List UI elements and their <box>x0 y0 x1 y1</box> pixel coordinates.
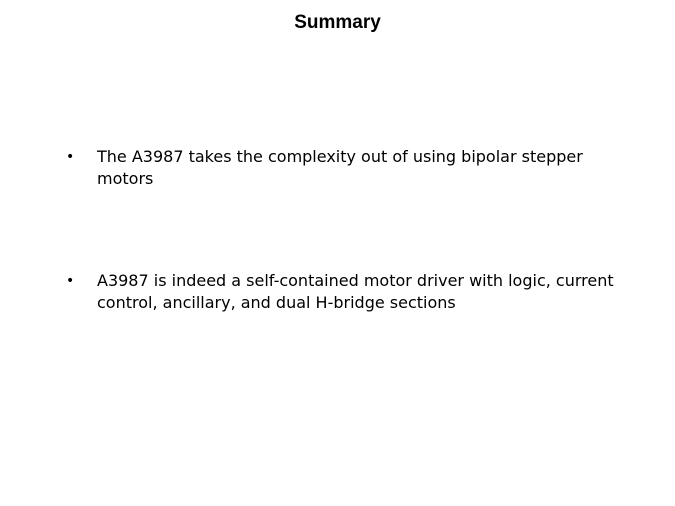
bullet-point-icon: • <box>66 149 75 165</box>
bullet-item <box>66 146 626 190</box>
bullet-point-icon: • <box>66 273 75 289</box>
slide-title: Summary <box>294 12 381 33</box>
bullet-text: A3987 is indeed a self-contained motor driver with logic, current control, ancillary, and dual H-bridge sections <box>97 271 614 312</box>
bullet-text: The A3987 takes the complexity out of using bipolar stepper motors <box>97 147 583 188</box>
bullet-item <box>66 270 626 314</box>
